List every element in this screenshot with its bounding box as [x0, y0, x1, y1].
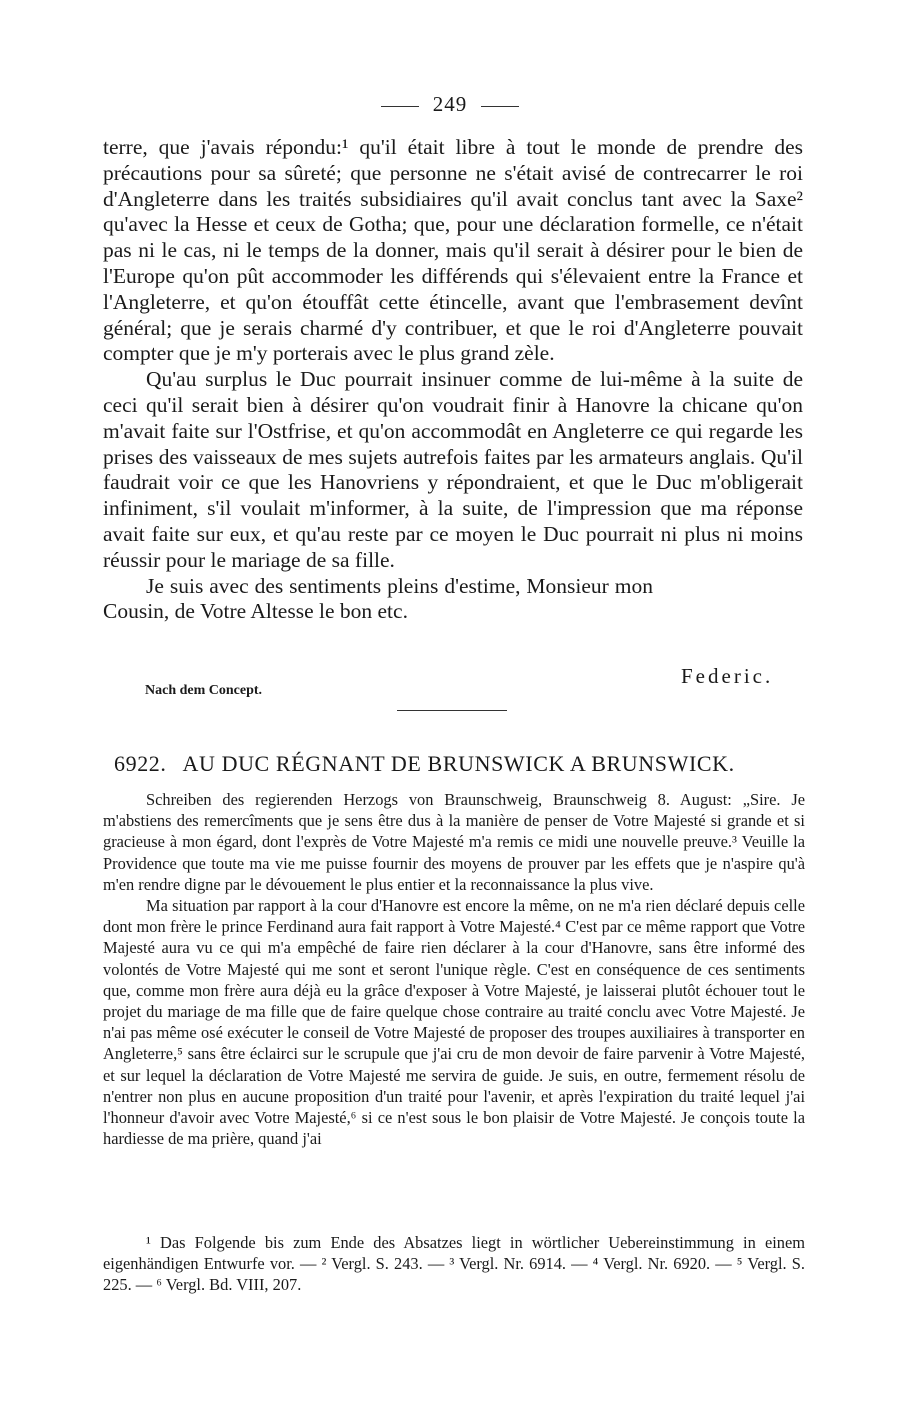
page-number: 249	[432, 92, 468, 116]
right-dash	[481, 106, 519, 107]
letter-paragraph: terre, que j'avais répondu:¹ qu'il était libre à tout le monde de prendre des précautions pour sa sûreté; que personne ne s'était avisé de contrecarrer le roi d'Angleterre dans les traités subsidiaires qu'il avait conclus tant avec la Saxe² qu'avec la Hesse et ceux de Gotha; que, pour une déclaration formelle, ce n'était pas ni le cas, ni le temps de la donner, mais qu'il serait à désirer pour le bien de l'Europe qu'on pût accommoder les différends qui s'élevaient entre la France et l'Angleterre, et qu'on étouffât cette étincelle, avant que l'embrasement devînt général; que je serais charmé d'y contribuer, et que le roi d'Angleterre pouvait compter que je m'y porterais avec le plus grand zèle.	[103, 135, 803, 366]
letter-paragraph: Qu'au surplus le Duc pourrait insinuer comme de lui-même à la suite de ceci qu'il serait bien à désirer qu'on voudrait finir à Hanovre la chicane qu'on m'avait faite sur l'Ostfrise, et qu'on accommodât en Angleterre ce qui regarde les prises des vaisseaux de mes sujets autrefois faites par les armateurs anglais. Qu'il faudrait voir ce que les Hanovriens y répondraient, et que le Duc m'obligerait infiniment, s'il voulait m'informer, à la suite, de l'impression que ma réponse avait faite sur eux, et qu'au reste par ce moyen le Duc pourrait ni plus ni moins réussir pour le mariage de sa fille.	[103, 367, 803, 572]
left-dash	[381, 106, 419, 107]
signature: Federic.	[681, 664, 774, 688]
enclosure-paragraph: Ma situation par rapport à la cour d'Hanovre est encore la même, on ne m'a rien déclaré depuis celle dont mon frère le prince Ferdinand aura fait rapport à Votre Majesté.⁴ C'est par ce même rapport que Votre Majesté aura vu ce qui m'a empêché de faire rien déclarer à la cour d'Hanovre, sans être informé des volontés de Votre Majesté qui me sont et seront l'unique règle. C'est en conséquence de ces sentiments que, comme mon frère aura déjà eu la grâce d'exposer à Votre Majesté, je laisserai plutôt échouer tout le projet du mariage de ma fille que de faire quelque chose contraire au traité conclu avec Votre Majesté. Je n'ai pas même osé exécuter le conseil de Votre Majesté de proposer des troupes auxiliaires à transporter en Angleterre,⁵ sans être éclairci sur le scrupule que j'ai cru de mon devoir de faire parvenir à Votre Majesté, et sur lequel la déclaration de Votre Majesté me servira de guide. Je suis, en outre, fermement résolu de n'entrer non plus en aucune proposition d'un traité pour l'avenir, et après l'expiration du traité lequel j'ai l'honneur d'avoir avec Votre Majesté,⁶ si ce n'est sous le bon plaisir de Votre Majesté. Je conçois toute la hardiesse de ma prière, quand j'ai	[103, 896, 805, 1149]
footnote-text: ¹ Das Folgende bis zum Ende des Absatzes liegt in wörtlicher Uebereinstimmung in einem eigenhändigen Entwurfe vor. — ² Vergl. S. 243. — ³ Vergl. Nr. 6914. — ⁴ Vergl. Nr. 6920. — ⁵ Vergl. S. 225. — ⁶ Vergl. Bd. VIII, 207.	[103, 1233, 805, 1294]
running-head	[0, 92, 900, 117]
section-divider	[397, 710, 507, 711]
letter-body	[103, 135, 803, 625]
enclosure-paragraph: Schreiben des regierenden Herzogs von Braunschweig, Braunschweig 8. August: „Sire. Je m'abstiens des remercîments que je sens être dus à la manière de penser de Votre Majesté si grande et si gracieuse à mon égard, dont l'exprès de Votre Majesté m'a remis ce midi une nouvelle preuve.³ Veuille la Providence que toute ma vie me puisse fournir des moyens de prouver par les effets que je n'aspire qu'à m'en rendre digne par le dévouement le plus entier et la reconnaissance la plus vive.	[103, 790, 805, 894]
source-note: Nach dem Concept.	[145, 683, 263, 698]
footnotes	[103, 1232, 805, 1295]
document-heading	[114, 751, 794, 777]
letter-closing: Je suis avec des sentiments pleins d'estime, Monsieur mon Cousin, de Votre Altesse le bon etc.	[103, 573, 653, 624]
document-number: 6922.	[114, 751, 167, 776]
document-title: AU DUC RÉGNANT DE BRUNSWICK A BRUNSWICK.	[182, 751, 735, 776]
enclosure-text	[103, 789, 805, 1149]
